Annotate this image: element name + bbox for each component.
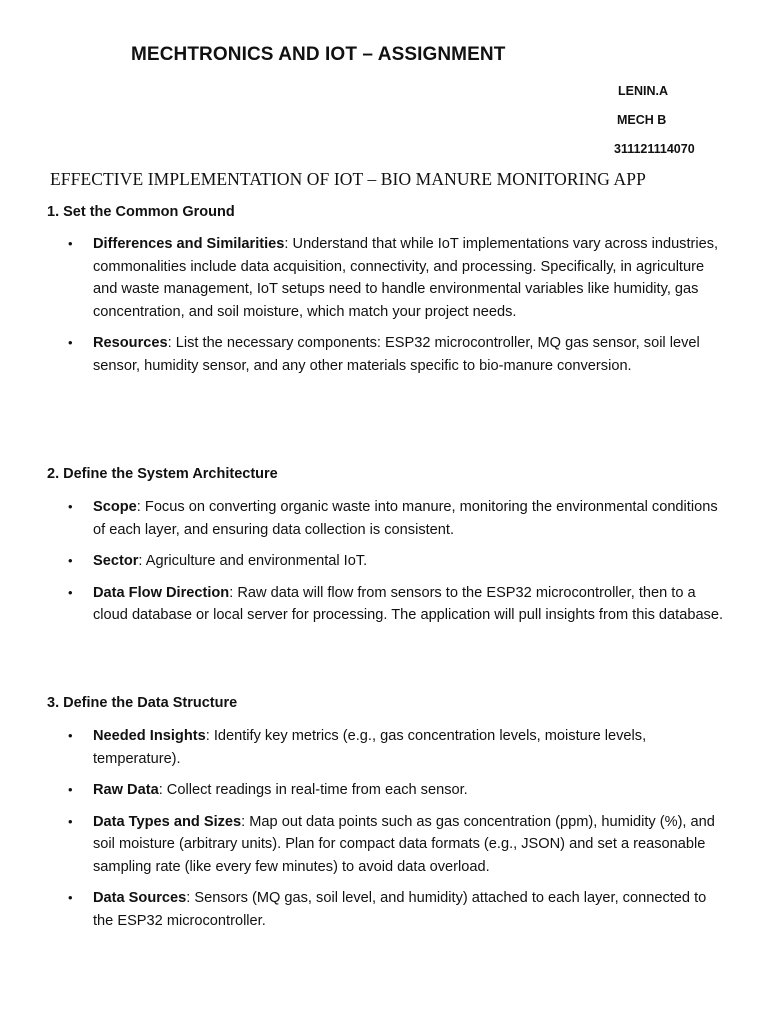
bullet-text: : Focus on converting organic waste into manure, monitoring the environmental conditions of each layer, and ensuring data collection is consistent. bbox=[93, 499, 718, 538]
document-title: MECHTRONICS AND IOT – ASSIGNMENT bbox=[131, 44, 506, 65]
bullet-data-types-sizes bbox=[0, 811, 768, 879]
author-register-number: 311121114070 bbox=[614, 142, 695, 156]
author-name: LENIN.A bbox=[618, 84, 668, 98]
bullet-text: : Agriculture and environmental IoT. bbox=[138, 553, 368, 569]
bullet-text: : Collect readings in real-time from each sensor. bbox=[158, 782, 468, 798]
section-heading-3: 3. Define the Data Structure bbox=[47, 695, 238, 711]
bullet-term: Scope bbox=[93, 499, 137, 515]
bullet-text: : Identify key metrics (e.g., gas concentration levels, moisture levels, temperature). bbox=[93, 728, 647, 767]
bullet-text: : Sensors (MQ gas, soil level, and humidity) attached to each layer, connected to the ESP32 microcontroller. bbox=[93, 890, 707, 929]
bullet-text: : Understand that while IoT implementations vary across industries, commonalities include data acquisition, connectivity, and processing. Specifically, in agriculture and waste management, IoT setups need to handle environmental variables like humidity, gas concentration, and soil moisture, which match your project needs. bbox=[93, 236, 719, 320]
bullet-text: : Map out data points such as gas concentration (ppm), humidity (%), and soil moisture (arbitrary units). Plan for compact data formats (e.g., JSON) and set a reasonable sampling rate (like every few minutes) to avoid data overload. bbox=[93, 813, 715, 875]
bullet-needed-insights bbox=[0, 725, 768, 770]
section-heading-2: 2. Define the System Architecture bbox=[47, 466, 278, 482]
bullet-data-sources bbox=[0, 887, 768, 932]
bullet-term: Data Types and Sizes bbox=[93, 813, 242, 830]
bullet-term: Differences and Similarities bbox=[93, 236, 285, 252]
bullet-differences-similarities bbox=[0, 233, 768, 323]
bullet-data-flow-direction bbox=[0, 582, 768, 627]
bullet-term: Resources bbox=[93, 335, 168, 351]
bullet-term: Raw Data bbox=[93, 782, 159, 798]
bullet-term: Sector bbox=[93, 553, 139, 569]
bullet-term: Needed Insights bbox=[93, 728, 206, 744]
bullet-text: : List the necessary components: ESP32 microcontroller, MQ gas sensor, soil level sensor, humidity sensor, and any other materials specific to bio-manure conversion. bbox=[93, 335, 700, 374]
bullet-term: Data Sources bbox=[93, 890, 187, 906]
bullet-sector bbox=[0, 550, 768, 573]
section-heading-1: 1. Set the Common Ground bbox=[47, 204, 235, 220]
bullet-text: : Raw data will flow from sensors to the ESP32 microcontroller, then to a cloud database or local server for processing. The application will pull insights from this database. bbox=[93, 584, 724, 623]
bullet-raw-data bbox=[0, 779, 768, 802]
bullet-term: Data Flow Direction bbox=[93, 584, 230, 601]
document-subtitle: EFFECTIVE IMPLEMENTATION OF IOT – BIO MANURE MONITORING APP bbox=[50, 169, 646, 189]
section-1-bullets bbox=[0, 233, 768, 386]
section-2-bullets bbox=[0, 496, 768, 636]
bullet-resources bbox=[0, 332, 768, 377]
bullet-scope bbox=[0, 496, 768, 541]
section-3-bullets bbox=[0, 725, 768, 941]
author-class: MECH B bbox=[617, 113, 667, 127]
